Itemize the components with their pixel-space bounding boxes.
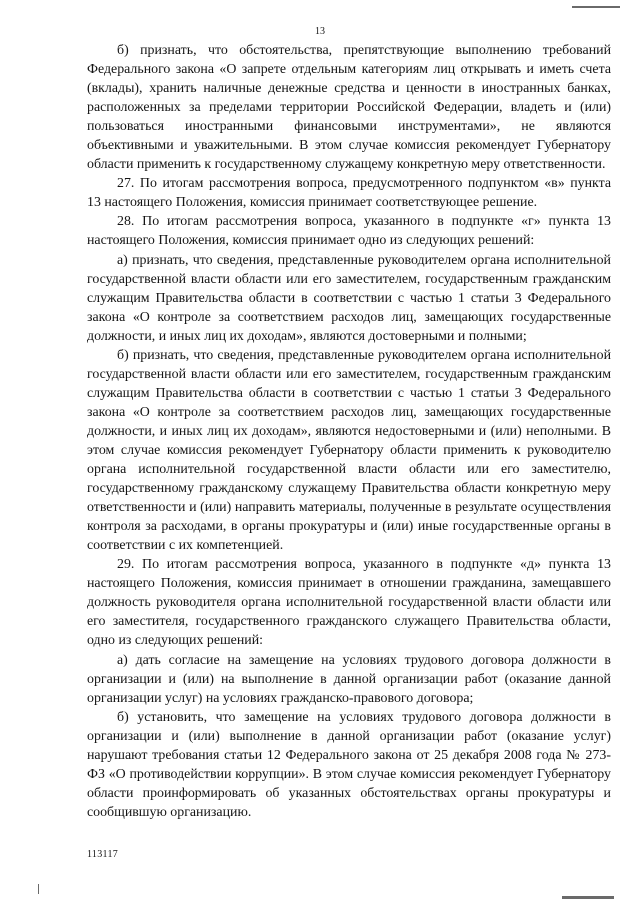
paragraph-29b: б) установить, что замещение на условиях трудового договора должности в организации и (или) выполнение в данной организации работ (оказание услуг) нарушают требования статьи 12 Федерального закона от 25 декабря 2008 года № 273-ФЗ «О противодействии коррупции». В этом случае комиссия рекомендует Губернатору области проинформировать об указанных обстоятельствах органы прокуратуры и сообщившую организацию. (87, 709, 611, 820)
scan-artifact-top (572, 6, 620, 8)
paragraph-29a: а) дать согласие на замещение на условиях трудового договора должности в организации и (или) на выполнение в данной организации работ (оказание данной организации услуг) на условиях гражданско-правового договора; (87, 652, 611, 706)
paragraph-26b: б) признать, что обстоятельства, препятствующие выполнению требований Федерального закона «О запрете отдельным категориям лиц открывать и иметь счета (вклады), хранить наличные денежные средства и ценности в иностранных банках, расположенных за пределами территории Российской Федерации, владеть и (или) пользоваться иностранными финансовыми инструментами», не являются объективными и уважительными. В этом случае комиссия рекомендует Губернатору области применить к государственному служащему конкретную меру ответственности. (87, 43, 611, 173)
paragraph-27: 27. По итогам рассмотрения вопроса, предусмотренного подпунктом «в» пункта 13 настоящего Положения, комиссия принимает соответствующее решение. (87, 176, 611, 211)
document-body (87, 41, 611, 822)
paragraph-28a: а) признать, что сведения, представленные руководителем органа исполнительной государственной власти области или его заместителем, государственным гражданским служащим Правительства области в соответствии с частью 1 статьи 3 Федерального закона «О контроле за соответствием расходов лиц, замещающих государственные должности, и иных лиц их доходам», являются достоверными и полными; (87, 252, 611, 344)
page-number: 13 (315, 26, 325, 37)
scan-artifact-left (38, 884, 39, 894)
paragraph-28b: б) признать, что сведения, представленные руководителем органа исполнительной государственной власти области или его заместителем, государственным гражданским служащим Правительства области в соответствии с частью 1 статьи 3 Федерального закона «О контроле за соответствием расходов лиц, замещающих государственные должности, и иных лиц их доходам», являются недостоверными и (или) неполными. В этом случае комиссия рекомендует Губернатору области применить к руководителю органа исполнительной государственной власти области или его заместителю, государственному гражданскому служащему Правительства области конкретную меру ответственности и (или) направить материалы, полученные в результате осуществления контроля за расходами, в органы прокуратуры и (или) иные государственные органы в соответствии с их компетенцией. (87, 347, 611, 554)
scan-artifact-bottom (562, 896, 614, 899)
paragraph-28: 28. По итогам рассмотрения вопроса, указанного в подпункте «г» пункта 13 настоящего Положения, комиссия принимает одно из следующих решений: (87, 214, 611, 249)
document-code: 113117 (87, 849, 119, 860)
paragraph-29: 29. По итогам рассмотрения вопроса, указанного в подпункте «д» пункта 13 настоящего Положения, комиссия принимает в отношении гражданина, замещавшего должность руководителя органа исполнительной государственной власти области или его заместителя, государственного гражданского служащего Правительства области, одно из следующих решений: (87, 557, 611, 649)
